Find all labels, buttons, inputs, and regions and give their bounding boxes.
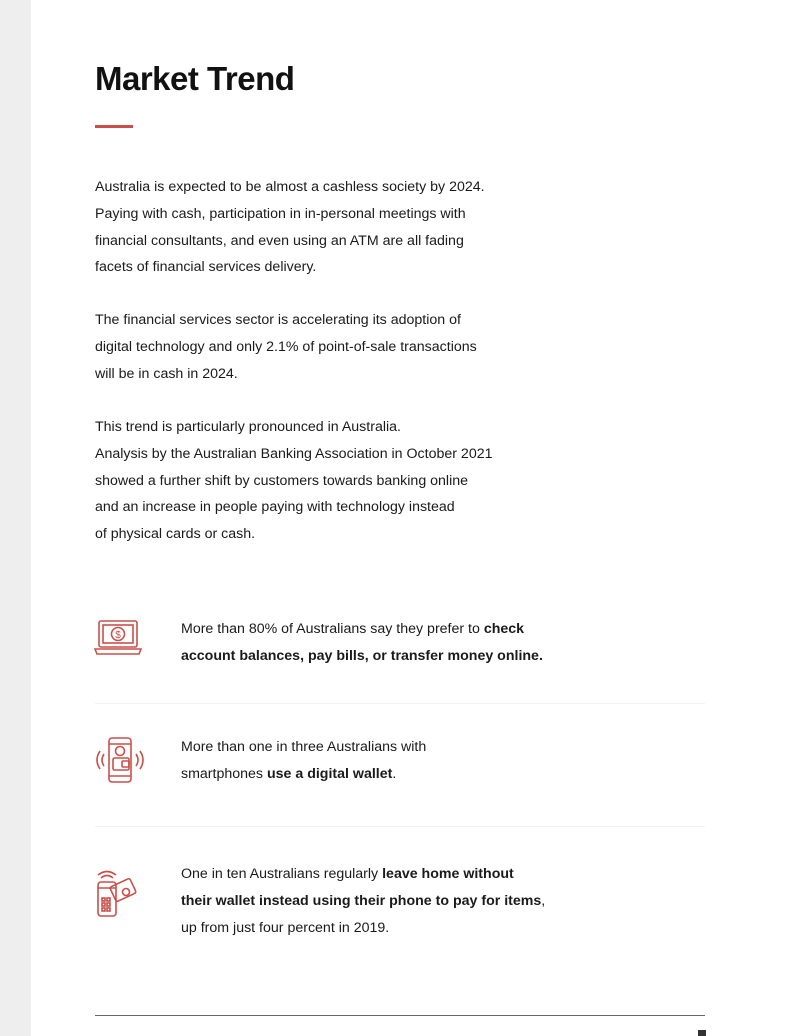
- stat-line: More than one in three Australians with: [181, 739, 427, 755]
- stat-highlight: account balances, pay bills, or transfer money online.: [181, 648, 543, 664]
- stat-highlight: their wallet instead using their phone to pay for items: [181, 893, 542, 909]
- stat-text: smartphones: [181, 766, 267, 782]
- section-divider: [95, 826, 705, 827]
- stat-line: [181, 888, 601, 915]
- stat-highlight: check: [483, 621, 525, 637]
- footer-rule: [95, 1015, 705, 1016]
- laptop-dollar-icon: [94, 618, 142, 660]
- stat-digital-wallet: [181, 734, 601, 788]
- paragraph-line: facets of financial services delivery.: [95, 259, 317, 276]
- intro-paragraph-1: [95, 174, 555, 281]
- paragraph-line: Analysis by the Australian Banking Association in October 2021: [95, 445, 493, 462]
- paragraph-line: This trend is particularly pronounced in Australia.: [95, 419, 401, 435]
- stat-line: up from just four percent in 2019.: [181, 920, 390, 936]
- stat-text: .: [392, 766, 397, 782]
- paragraph-line: of physical cards or cash.: [95, 526, 256, 543]
- stat-line: [181, 616, 601, 643]
- paragraph-line: financial consultants, and even using an ATM are all fading: [95, 232, 464, 249]
- stat-text: More than 80% of Australians say they prefer to: [181, 621, 484, 637]
- paragraph-line: Paying with cash, participation in in-personal meetings with: [95, 205, 466, 222]
- paragraph-line: and an increase in people paying with technology instead: [95, 499, 455, 516]
- phone-wallet-icon: [92, 736, 148, 786]
- intro-paragraph-3: [95, 414, 555, 548]
- section-divider: [95, 703, 705, 704]
- stat-line: [181, 761, 601, 788]
- page-number-marker: [698, 1030, 706, 1036]
- page-edge-strip: [0, 0, 31, 1036]
- paragraph-line: Australia is expected to be almost a cashless society by 2024.: [95, 179, 485, 195]
- stat-text: ,: [541, 893, 546, 909]
- intro-paragraph-2: [95, 307, 555, 387]
- paragraph-line: will be in cash in 2024.: [95, 365, 238, 382]
- phone-pay-icon: [95, 868, 141, 920]
- paragraph-line: The financial services sector is accelerating its adoption of: [95, 312, 461, 328]
- stat-online-banking: [181, 616, 601, 670]
- stat-line: [181, 861, 601, 888]
- stat-highlight: use a digital wallet: [266, 766, 393, 782]
- stat-line: [181, 643, 601, 670]
- stat-text: One in ten Australians regularly: [181, 866, 383, 882]
- document-page: [31, 0, 800, 1036]
- title-accent-bar: [95, 125, 133, 128]
- page-title: Market Trend: [95, 60, 295, 97]
- paragraph-line: digital technology and only 2.1% of point-of-sale transactions: [95, 338, 477, 355]
- stat-highlight: leave home without: [382, 866, 514, 882]
- paragraph-line: showed a further shift by customers towards banking online: [95, 472, 469, 489]
- stat-phone-payment: [181, 861, 601, 942]
- svg-text:$: $: [115, 630, 121, 641]
